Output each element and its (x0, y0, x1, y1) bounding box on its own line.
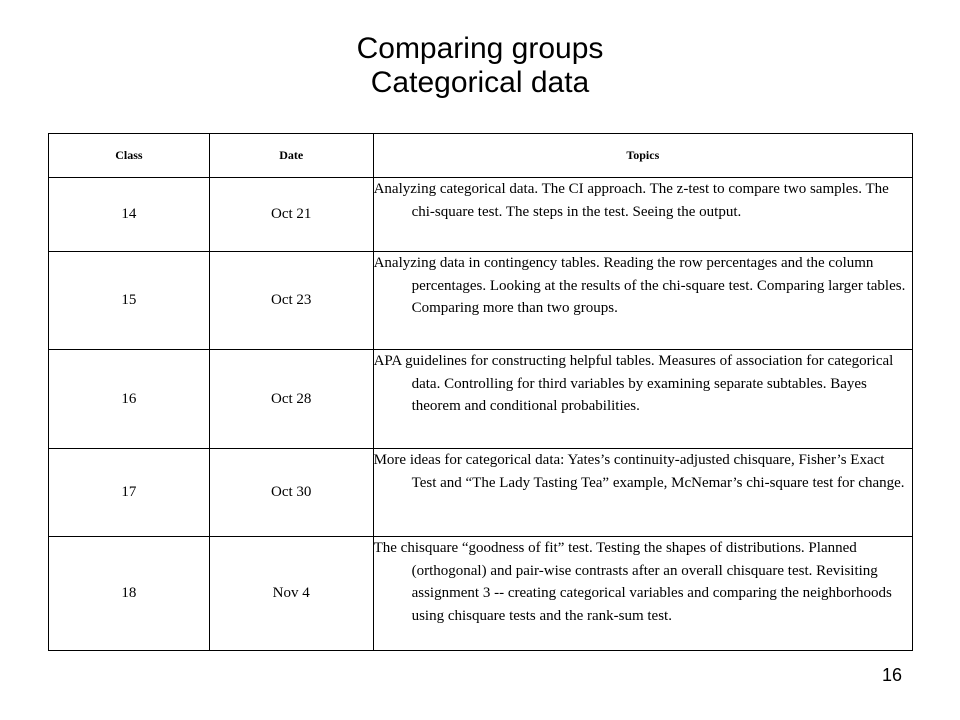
topics-text: The chisquare “goodness of fit” test. Testing the shapes of distributions. Planned (orthogonal) and pair-wise contrasts after an overall chisquare test. Revisiting assignment 3 -- creating categorical variables and comparing the neighborhoods using chisquare tests and the rank-sum test. (373, 540, 892, 624)
topics-text: More ideas for categorical data: Yates’s continuity-adjusted chisquare, Fisher’s Exact Test and “The Lady Tasting Tea” example, McNemar’s chi-square test for change. (373, 452, 905, 491)
class-topics (373, 178, 912, 252)
class-topics (373, 252, 912, 350)
table-row (49, 537, 913, 651)
class-topics (373, 449, 912, 537)
title-line-1: Comparing groups (356, 32, 604, 65)
class-date: Nov 4 (209, 537, 373, 651)
topics-text: Analyzing data in contingency tables. Reading the row percentages and the column percentages. Looking at the results of the chi-square test. Comparing larger tables. Comparing more than two groups. (373, 255, 906, 316)
slide-title (0, 32, 960, 100)
class-date: Oct 23 (209, 252, 373, 350)
topics-text: APA guidelines for constructing helpful tables. Measures of association for categorical data. Controlling for third variables by examining separate subtables. Bayes theorem and conditional probabilities. (373, 353, 894, 414)
header-topics: Topics (373, 134, 912, 178)
title-line-2: Categorical data (370, 66, 590, 99)
class-number: 17 (49, 449, 210, 537)
class-topics (373, 350, 912, 449)
class-topics (373, 537, 912, 651)
class-number: 16 (49, 350, 210, 449)
header-date: Date (209, 134, 373, 178)
class-number: 14 (49, 178, 210, 252)
table-row (49, 178, 913, 252)
class-date: Oct 21 (209, 178, 373, 252)
table-row (49, 449, 913, 537)
page-number: 16 (881, 665, 902, 685)
topics-text: Analyzing categorical data. The CI approach. The z-test to compare two samples. The chi-square test. The steps in the test. Seeing the output. (373, 181, 889, 220)
class-date: Oct 28 (209, 350, 373, 449)
class-number: 18 (49, 537, 210, 651)
header-class: Class (49, 134, 210, 178)
class-number: 15 (49, 252, 210, 350)
table-row (49, 252, 913, 350)
class-date: Oct 30 (209, 449, 373, 537)
table-row (49, 350, 913, 449)
table-header-row (49, 134, 913, 178)
schedule-table (48, 133, 913, 651)
